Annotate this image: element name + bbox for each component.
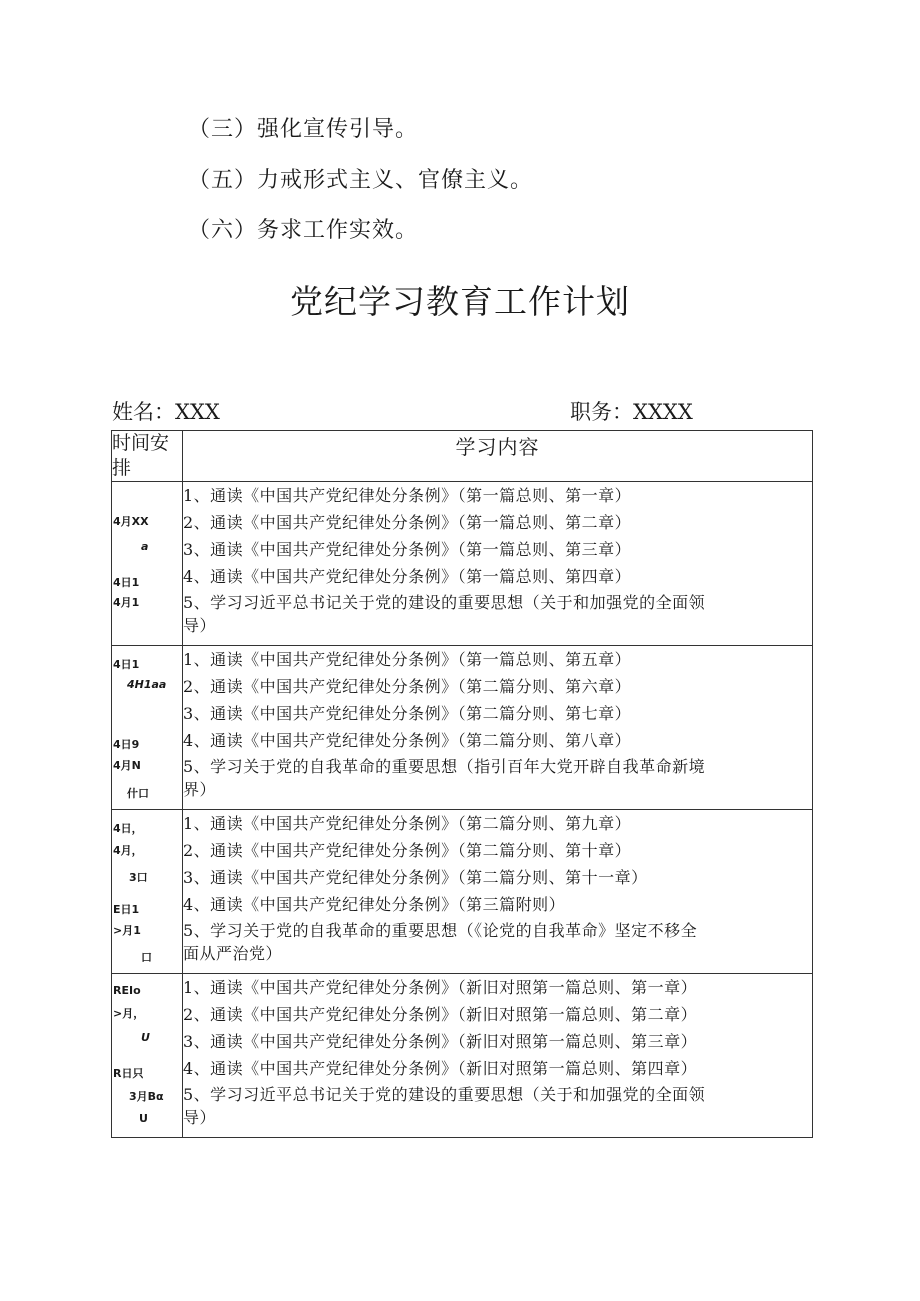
- time-label: 4日9: [113, 738, 140, 751]
- intro-item-6: （六）务求工作实效。: [188, 218, 419, 243]
- intro-item-5: （五）力戒形式主义、官僚主义。: [188, 168, 534, 193]
- time-label: U: [139, 1112, 148, 1125]
- time-label: >月1: [113, 924, 141, 937]
- study-item: 3、通读《中国共产党纪律处分条例》（第一篇总则、第三章）: [183, 540, 632, 559]
- study-item: 5、学习习近平总书记关于党的建设的重要思想（关于和加强党的全面领: [183, 1085, 706, 1104]
- time-label: >月，: [113, 1007, 145, 1020]
- study-item: 2、通读《中国共产党纪律处分条例》（新旧对照第一篇总则、第二章）: [183, 1005, 698, 1024]
- time-label: 4H1aa: [127, 678, 167, 691]
- study-plan-table: [111, 430, 813, 1138]
- time-label: 4月N: [113, 759, 141, 772]
- study-item: 4、通读《中国共产党纪律处分条例》（第二篇分则、第八章）: [183, 731, 632, 750]
- study-item: 1、通读《中国共产党纪律处分条例》（第二篇分则、第九章）: [183, 814, 632, 833]
- time-label: 4月XX: [113, 515, 149, 528]
- study-item: 3、通读《中国共产党纪律处分条例》（第二篇分则、第十一章）: [183, 868, 648, 887]
- time-label: 4日1: [113, 658, 140, 671]
- time-label: a: [141, 540, 149, 553]
- content-cell: [183, 646, 813, 810]
- time-label: 4月，: [113, 844, 143, 857]
- study-item-continued: 面从严治党）: [183, 944, 283, 963]
- study-item: 3、通读《中国共产党纪律处分条例》（新旧对照第一篇总则、第三章）: [183, 1032, 698, 1051]
- time-label: 3月Bα: [129, 1090, 164, 1103]
- time-label: 口: [141, 951, 152, 964]
- time-cell: [112, 810, 183, 974]
- page-title: 党纪学习教育工作计划: [290, 282, 630, 321]
- study-item: 4、通读《中国共产党纪律处分条例》（第三篇附则）: [183, 895, 566, 914]
- role-label: 职务：XXXX: [570, 400, 693, 424]
- time-label: 4月1: [113, 596, 140, 609]
- time-label: 3口: [129, 871, 148, 884]
- table-header-row: [112, 431, 813, 482]
- content-cell: [183, 974, 813, 1138]
- time-label: 什口: [127, 787, 149, 800]
- study-item: 4、通读《中国共产党纪律处分条例》（第一篇总则、第四章）: [183, 567, 632, 586]
- content-cell: [183, 482, 813, 646]
- header-time: 时间安排: [112, 431, 183, 482]
- study-item-continued: 界）: [183, 780, 217, 799]
- table-row: [112, 482, 813, 646]
- intro-item-3: （三）强化宣传引导。: [188, 117, 419, 142]
- table-row: [112, 810, 813, 974]
- study-item: 1、通读《中国共产党纪律处分条例》（第一篇总则、第五章）: [183, 650, 632, 669]
- study-item-continued: 导）: [183, 1108, 217, 1127]
- study-item: 1、通读《中国共产党纪律处分条例》（第一篇总则、第一章）: [183, 486, 632, 505]
- study-item: 2、通读《中国共产党纪律处分条例》（第二篇分则、第六章）: [183, 677, 632, 696]
- study-item: 5、学习习近平总书记关于党的建设的重要思想（关于和加强党的全面领: [183, 593, 706, 612]
- time-cell: [112, 646, 183, 810]
- time-cell: [112, 974, 183, 1138]
- time-label: R日只: [113, 1067, 144, 1080]
- study-item: 1、通读《中国共产党纪律处分条例》（新旧对照第一篇总则、第一章）: [183, 978, 698, 997]
- table-row: [112, 974, 813, 1138]
- name-label: 姓名：XXX: [112, 400, 220, 424]
- study-item: 2、通读《中国共产党纪律处分条例》（第二篇分则、第十章）: [183, 841, 632, 860]
- time-cell: [112, 482, 183, 646]
- content-cell: [183, 810, 813, 974]
- time-label: REIo: [113, 984, 141, 997]
- study-item: 5、学习关于党的自我革命的重要思想（指引百年大党开辟自我革命新境: [183, 757, 706, 776]
- study-item: 2、通读《中国共产党纪律处分条例》（第一篇总则、第二章）: [183, 513, 632, 532]
- table-row: [112, 646, 813, 810]
- time-label: E日1: [113, 903, 140, 916]
- time-label: 4日，: [113, 822, 143, 835]
- study-item: 4、通读《中国共产党纪律处分条例》（新旧对照第一篇总则、第四章）: [183, 1059, 698, 1078]
- study-item-continued: 导）: [183, 616, 217, 635]
- header-content: 学习内容: [183, 431, 813, 482]
- time-label: 4日1: [113, 576, 140, 589]
- study-item: 5、学习关于党的自我革命的重要思想（《论党的自我革命》坚定不移全: [183, 921, 698, 940]
- time-label: U: [141, 1031, 150, 1044]
- study-item: 3、通读《中国共产党纪律处分条例》（第二篇分则、第七章）: [183, 704, 632, 723]
